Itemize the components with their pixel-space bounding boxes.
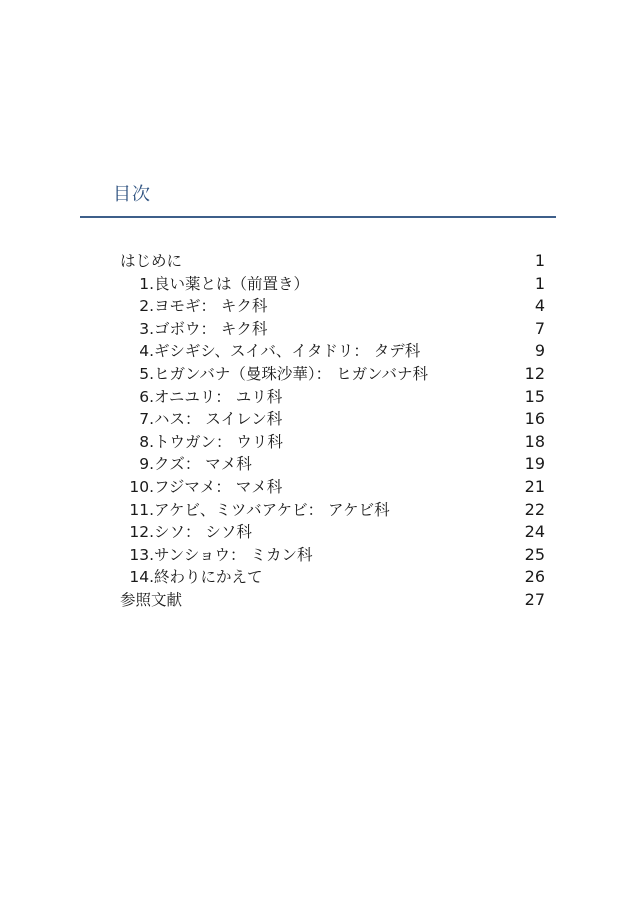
toc-entry[interactable]	[120, 499, 545, 522]
entry-page: 26	[524, 567, 545, 587]
entry-page: 9	[534, 341, 545, 361]
entry-page: 21	[524, 476, 545, 496]
entry-title: はじめに	[120, 252, 183, 270]
entry-text	[120, 386, 282, 409]
toc-heading: 目次	[113, 184, 151, 205]
entry-title: ヨモギ： キク科	[154, 297, 268, 316]
entry-text	[120, 589, 182, 612]
toc-entry[interactable]	[120, 521, 545, 544]
entry-text	[120, 544, 312, 567]
entry-number: 5.	[139, 364, 154, 383]
entry-title: ギシギシ、スイバ、イタドリ： タデ科	[154, 342, 421, 361]
entry-page: 1	[534, 251, 545, 270]
entry-title: 良い薬とは（前置き）	[154, 274, 310, 293]
toc-entry[interactable]	[120, 589, 545, 612]
entry-page: 16	[524, 409, 545, 429]
entry-text	[120, 566, 263, 589]
entry-title: アケビ、ミツバアケビ： アケビ科	[154, 500, 390, 519]
toc-entry[interactable]	[120, 431, 545, 454]
toc-entry[interactable]	[120, 408, 545, 431]
entry-number: 2.	[139, 297, 154, 316]
toc-entry[interactable]	[120, 566, 545, 589]
entry-page: 1	[534, 273, 545, 293]
entry-number: 4.	[139, 342, 154, 361]
toc-entry[interactable]	[120, 295, 545, 318]
entry-page: 19	[524, 454, 545, 474]
entry-page: 25	[524, 544, 545, 564]
entry-text	[120, 521, 252, 544]
entry-page: 7	[534, 318, 545, 338]
entry-text	[120, 273, 309, 296]
entry-number: 10.	[129, 477, 154, 496]
entry-number: 13.	[129, 545, 154, 564]
entry-title: クズ： マメ科	[154, 455, 252, 474]
entry-title: トウガン： ウリ科	[154, 432, 283, 451]
entry-text	[120, 340, 420, 363]
toc-entry[interactable]	[120, 386, 545, 409]
entry-number: 12.	[129, 523, 154, 542]
entry-text	[120, 476, 282, 499]
entry-page: 27	[524, 589, 545, 609]
heading-divider	[80, 216, 556, 218]
entry-text	[120, 318, 267, 341]
entry-number: 9.	[139, 455, 154, 474]
toc-entry[interactable]	[120, 544, 545, 567]
entry-title: ヒガンバナ（曼珠沙華）： ヒガンバナ科	[154, 364, 429, 383]
entry-number: 8.	[139, 432, 154, 451]
entry-text	[120, 363, 428, 386]
toc-entry[interactable]	[120, 340, 545, 363]
entry-number: 11.	[129, 500, 154, 519]
toc-list	[120, 250, 545, 612]
entry-title: サンショウ： ミカン科	[154, 545, 313, 564]
entry-number: 14.	[129, 568, 154, 587]
entry-page: 4	[534, 296, 545, 316]
entry-title: ゴボウ： キク科	[154, 319, 268, 338]
entry-text	[120, 295, 267, 318]
entry-text	[120, 431, 283, 454]
entry-title: ハス： スイレン科	[154, 410, 283, 429]
entry-page: 18	[524, 431, 545, 451]
entry-text	[120, 453, 252, 476]
entry-number: 3.	[139, 319, 154, 338]
entry-title: 参照文献	[120, 590, 183, 609]
toc-entry[interactable]	[120, 273, 545, 296]
entry-page: 24	[524, 522, 545, 542]
toc-entry[interactable]	[120, 318, 545, 341]
toc-entry[interactable]	[120, 476, 545, 499]
entry-page: 15	[524, 386, 545, 406]
entry-title: オニユリ： ユリ科	[154, 387, 283, 406]
entry-number: 7.	[139, 410, 154, 429]
entry-number: 1.	[139, 274, 154, 293]
entry-page: 12	[524, 363, 545, 383]
entry-number: 6.	[139, 387, 154, 406]
entry-text	[120, 499, 390, 522]
entry-text	[120, 408, 282, 431]
toc-entry[interactable]	[120, 453, 545, 476]
toc-entry[interactable]	[120, 250, 545, 273]
entry-title: フジマメ： マメ科	[154, 477, 283, 496]
toc-entry[interactable]	[120, 363, 545, 386]
entry-page: 22	[524, 499, 545, 519]
entry-text	[120, 250, 182, 273]
entry-title: 終わりにかえて	[154, 568, 263, 587]
entry-title: シソ： シソ科	[154, 523, 252, 542]
